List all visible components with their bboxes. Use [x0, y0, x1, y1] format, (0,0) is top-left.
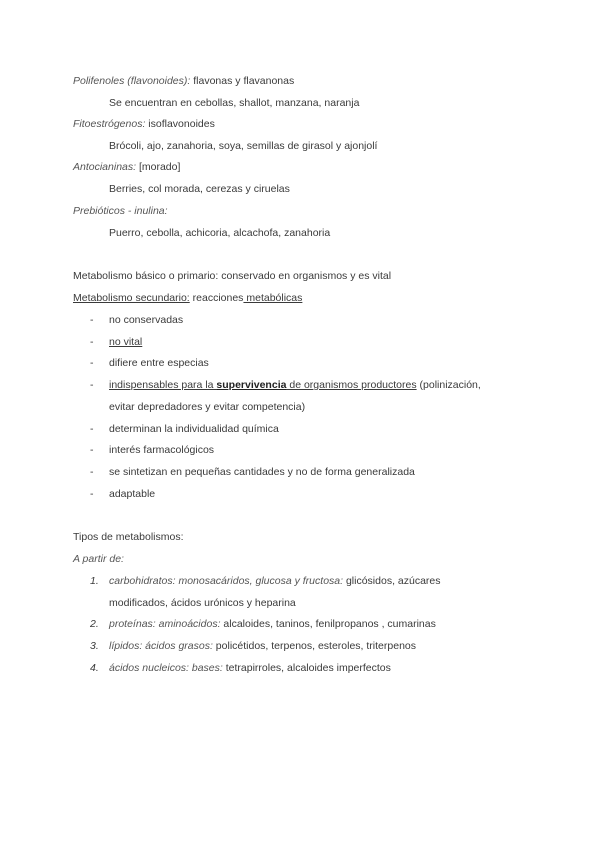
tipos-title: Tipos de metabolismos: [73, 531, 184, 543]
proteinas-value: alcaloides, taninos, fenilpropanos , cumarinas [220, 618, 436, 630]
polifenoles-value: flavonas y flavanonas [190, 75, 295, 87]
polinizacion-text: (polinización, [416, 379, 481, 391]
metabolismo-secundario-line [73, 291, 302, 305]
list-bullet: - [90, 314, 94, 326]
antocianinas-detail: Berries, col morada, cerezas y ciruelas [109, 183, 290, 195]
metabolismo-secundario-value-b: metabólicas [243, 292, 303, 304]
prebioticos-line [73, 204, 168, 218]
list-number: 4. [90, 662, 99, 674]
polifenoles-line [73, 74, 294, 88]
metabolismo-secundario-value-a: reacciones [189, 292, 244, 304]
metabolismo-basico-value: conservado en organismos y es vital [218, 270, 392, 282]
list-item-indispensables-cont: evitar depredadores y evitar competencia) [109, 401, 306, 413]
fitoestrogenos-detail: Brócoli, ajo, zanahoria, soya, semillas de girasol y ajonjolí [109, 140, 378, 152]
antocianinas-line [73, 160, 180, 174]
list-item-individualidad: determinan la individualidad química [109, 423, 279, 435]
proteinas-label: proteínas: aminoácidos: [109, 618, 221, 630]
lipidos-label: lípidos: ácidos grasos: [109, 640, 213, 652]
prebioticos-detail: Puerro, cebolla, achicoria, alcachofa, zanahoria [109, 227, 331, 239]
list-item-no-conservadas: no conservadas [109, 314, 184, 326]
carbohidratos-label: carbohidratos: monosacáridos, glucosa y fructosa: [109, 575, 344, 587]
numbered-item-lipidos [109, 639, 416, 653]
numbered-item-proteinas [109, 617, 436, 631]
antocianinas-value: [morado] [136, 161, 181, 173]
antocianinas-label: Antocianinas: [73, 161, 137, 173]
list-bullet: - [90, 357, 94, 369]
carbohidratos-value: glicósidos, azúcares [343, 575, 441, 587]
list-number: 1. [90, 575, 99, 587]
acidos-nucleicos-value: tetrapirroles, alcaloides imperfectos [222, 662, 391, 674]
numbered-item-acidos-nucleicos [109, 661, 391, 675]
list-bullet: - [90, 379, 94, 391]
list-bullet: - [90, 423, 94, 435]
list-bullet: - [90, 336, 94, 348]
numbered-item-carbohidratos [109, 574, 441, 588]
list-item-sintetizan: se sintetizan en pequeñas cantidades y no de forma generalizada [109, 466, 415, 478]
fitoestrogenos-value: isoflavonoides [145, 118, 215, 130]
metabolismo-basico-line [73, 269, 391, 283]
list-number: 2. [90, 618, 99, 630]
list-bullet: - [90, 488, 94, 500]
metabolismo-basico-label: Metabolismo básico o primario: [73, 270, 219, 282]
list-bullet: - [90, 466, 94, 478]
metabolismo-secundario-label: Metabolismo secundario: [73, 292, 190, 304]
list-bullet: - [90, 444, 94, 456]
fitoestrogenos-line [73, 117, 215, 131]
numbered-item-carbohidratos-cont: modificados, ácidos urónicos y heparina [109, 597, 296, 609]
acidos-nucleicos-label: ácidos nucleicos: bases: [109, 662, 223, 674]
polifenoles-label: Polifenoles (flavonoides): [73, 75, 191, 87]
list-item-adaptable: adaptable [109, 488, 156, 500]
organismos-text: de organismos productores [286, 379, 417, 391]
indispensables-text: indispensables para la [109, 379, 217, 391]
list-number: 3. [90, 640, 99, 652]
polifenoles-detail: Se encuentran en cebollas, shallot, manzana, naranja [109, 97, 360, 109]
prebioticos-label: Prebióticos - inulina: [73, 205, 168, 217]
list-item-no-vital: no vital [109, 336, 143, 348]
a-partir-de: A partir de: [73, 553, 124, 565]
supervivencia-text: supervivencia [216, 379, 287, 391]
list-item-farmacologicos: interés farmacológicos [109, 444, 215, 456]
fitoestrogenos-label: Fitoestrógenos: [73, 118, 146, 130]
list-item-difiere: difiere entre especias [109, 357, 209, 369]
list-item-indispensables [109, 378, 481, 392]
lipidos-value: policétidos, terpenos, esteroles, triterpenos [212, 640, 416, 652]
